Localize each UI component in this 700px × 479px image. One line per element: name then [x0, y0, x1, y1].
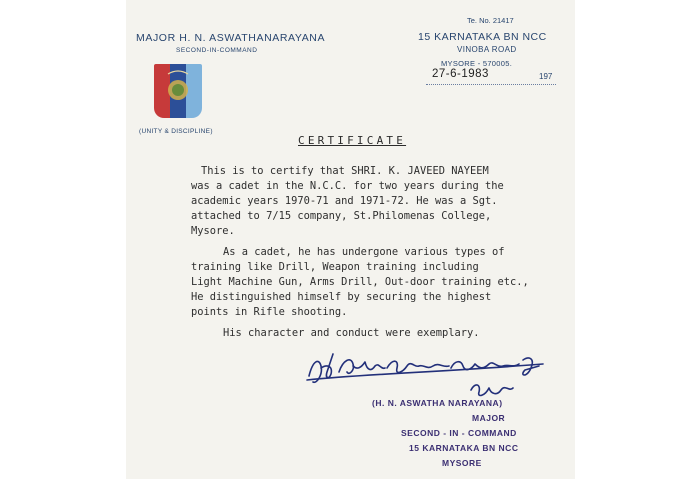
- paragraph1-line: was a cadet in the N.C.C. for two years during the: [191, 180, 504, 192]
- address-road: VINOBA ROAD: [457, 45, 517, 54]
- telephone-number: Te. No. 21417: [467, 16, 514, 25]
- certificate-document: [126, 0, 575, 479]
- date-dotted-line: [426, 84, 556, 85]
- closing-line: His character and conduct were exemplary.: [223, 327, 480, 339]
- handwritten-date: 27-6-1983: [432, 68, 489, 80]
- officer-title: SECOND-IN-COMMAND: [176, 47, 258, 54]
- stamp-rank: MAJOR: [472, 413, 506, 423]
- year-suffix: 197: [539, 72, 553, 81]
- paragraph2-line: points in Rifle shooting.: [191, 306, 348, 318]
- address-city: MYSORE - 570005.: [441, 59, 513, 68]
- certificate-title: CERTIFICATE: [298, 134, 407, 147]
- paragraph1-line: attached to 7/15 company, St.Philomenas College,: [191, 210, 492, 222]
- stamp-city: MYSORE: [442, 458, 482, 468]
- motto: (UNITY & DISCIPLINE): [139, 128, 213, 135]
- paragraph1-line: This is to certify that SHRI. K. JAVEED NAYEEM: [201, 165, 489, 177]
- paragraph1-line: academic years 1970-71 and 1971-72. He was a Sgt.: [191, 195, 498, 207]
- ncc-flag-emblem: [154, 64, 202, 118]
- paragraph2-line: As a cadet, he has undergone various types of: [223, 246, 505, 258]
- paragraph2-line: training like Drill, Weapon training including: [191, 261, 479, 273]
- stamp-designation: SECOND - IN - COMMAND: [401, 428, 517, 438]
- unit-name: 15 KARNATAKA BN NCC: [418, 31, 547, 43]
- paragraph1-line: Mysore.: [191, 225, 235, 237]
- paragraph2-line: He distinguished himself by securing the highest: [191, 291, 492, 303]
- paragraph2-line: Light Machine Gun, Arms Drill, Out-door training etc.,: [191, 276, 529, 288]
- stamp-name: (H. N. ASWATHA NARAYANA): [372, 398, 503, 408]
- flag-icon: [154, 64, 202, 118]
- officer-name: MAJOR H. N. ASWATHANARAYANA: [136, 32, 326, 44]
- stamp-unit: 15 KARNATAKA BN NCC: [409, 443, 519, 453]
